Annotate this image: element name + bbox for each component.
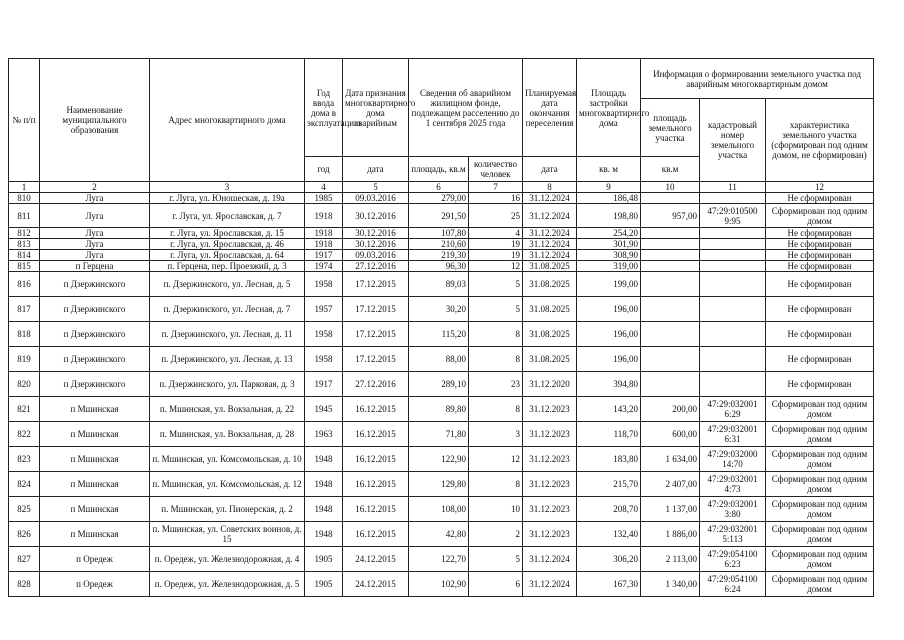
col-number: 7 (469, 182, 523, 193)
table-row (9, 272, 874, 297)
building-area-cell: 143,20 (577, 397, 641, 422)
address-cell: г. Луга, ул. Ярославская, д. 64 (150, 250, 305, 261)
year-cell: 1918 (305, 228, 343, 239)
land-area-cell: 1 886,00 (641, 522, 700, 547)
land-area-cell (641, 261, 700, 272)
land-status-cell: Не сформирован (766, 272, 874, 297)
cadastral-cell: 47:29:010500 9:95 (700, 204, 766, 228)
area-cell: 291,50 (409, 204, 469, 228)
row-number: 828 (9, 572, 40, 597)
address-cell: п. Мшинская, ул. Вокзальная, д. 28 (150, 422, 305, 447)
year-cell: 1958 (305, 322, 343, 347)
year-cell: 1905 (305, 572, 343, 597)
header-municipality: Наименование муниципального образования (40, 59, 150, 182)
area-cell: 71,80 (409, 422, 469, 447)
date-cell: 16.12.2015 (343, 472, 409, 497)
header-land-status: характеристика земельного участка (сформирован под одним домом, не сформирован) (766, 99, 874, 182)
table-row (9, 447, 874, 472)
header-planned-end: Планируемая дата окончания переселения (523, 59, 577, 157)
date-cell: 09.03.2016 (343, 250, 409, 261)
planned-date-cell: 31.08.2025 (523, 322, 577, 347)
people-cell: 25 (469, 204, 523, 228)
planned-date-cell: 31.12.2024 (523, 239, 577, 250)
row-number: 815 (9, 261, 40, 272)
cadastral-cell (700, 239, 766, 250)
building-area-cell: 196,00 (577, 297, 641, 322)
table-row (9, 228, 874, 239)
cadastral-cell: 47:29:032000 14:70 (700, 447, 766, 472)
building-area-cell: 199,00 (577, 272, 641, 297)
cadastral-cell: 47:29:054100 6:24 (700, 572, 766, 597)
municipality-cell: п Оредеж (40, 572, 150, 597)
land-status-cell: Сформирован под одним домом (766, 397, 874, 422)
table-row (9, 497, 874, 522)
col-number: 9 (577, 182, 641, 193)
people-cell: 5 (469, 297, 523, 322)
area-cell: 42,80 (409, 522, 469, 547)
building-area-cell: 208,70 (577, 497, 641, 522)
land-status-cell: Не сформирован (766, 250, 874, 261)
table-row (9, 572, 874, 597)
area-cell: 108,00 (409, 497, 469, 522)
municipality-cell: п Герцена (40, 261, 150, 272)
address-cell: п. Дзержинского, ул. Лесная, д. 11 (150, 322, 305, 347)
cadastral-cell (700, 193, 766, 204)
land-area-cell (641, 272, 700, 297)
date-cell: 24.12.2015 (343, 547, 409, 572)
unit-date2: дата (523, 157, 577, 182)
date-cell: 27.12.2016 (343, 261, 409, 272)
date-cell: 16.12.2015 (343, 497, 409, 522)
address-cell: п. Герцена, пер. Проезжий, д. 3 (150, 261, 305, 272)
area-cell: 129,80 (409, 472, 469, 497)
table-row (9, 297, 874, 322)
cadastral-cell: 47:29:054100 6:23 (700, 547, 766, 572)
date-cell: 16.12.2015 (343, 447, 409, 472)
people-cell: 12 (469, 447, 523, 472)
land-area-cell: 200,00 (641, 397, 700, 422)
municipality-cell: п Оредеж (40, 547, 150, 572)
building-area-cell: 301,90 (577, 239, 641, 250)
area-cell: 96,30 (409, 261, 469, 272)
planned-date-cell: 31.12.2020 (523, 372, 577, 397)
area-cell: 115,20 (409, 322, 469, 347)
header-land-area: площадь земельного участка (641, 99, 700, 157)
date-cell: 30.12.2016 (343, 239, 409, 250)
planned-date-cell: 31.08.2025 (523, 297, 577, 322)
land-status-cell: Сформирован под одним домом (766, 497, 874, 522)
col-number: 10 (641, 182, 700, 193)
municipality-cell: п Дзержинского (40, 347, 150, 372)
land-area-cell: 2 407,00 (641, 472, 700, 497)
col-number: 2 (40, 182, 150, 193)
year-cell: 1945 (305, 397, 343, 422)
cadastral-cell (700, 272, 766, 297)
planned-date-cell: 31.12.2023 (523, 397, 577, 422)
building-area-cell: 132,40 (577, 522, 641, 547)
table-row (9, 204, 874, 228)
land-status-cell: Сформирован под одним домом (766, 422, 874, 447)
row-number: 823 (9, 447, 40, 472)
building-area-cell: 186,48 (577, 193, 641, 204)
land-area-cell (641, 250, 700, 261)
col-number: 12 (766, 182, 874, 193)
header-emergency-info: Сведения об аварийном жилищном фонде, подлежащем расселению до 1 сентября 2025 года (409, 59, 523, 157)
unit-sqm: кв. м (577, 157, 641, 182)
land-status-cell: Сформирован под одним домом (766, 472, 874, 497)
municipality-cell: Луга (40, 228, 150, 239)
planned-date-cell: 31.12.2024 (523, 547, 577, 572)
table-row (9, 347, 874, 372)
land-status-cell: Не сформирован (766, 228, 874, 239)
area-cell: 89,03 (409, 272, 469, 297)
row-number: 824 (9, 472, 40, 497)
planned-date-cell: 31.08.2025 (523, 347, 577, 372)
area-cell: 289,10 (409, 372, 469, 397)
land-area-cell (641, 228, 700, 239)
municipality-cell: п Мшинская (40, 447, 150, 472)
address-cell: г. Луга, ул. Ярославская, д. 15 (150, 228, 305, 239)
land-area-cell: 1 137,00 (641, 497, 700, 522)
land-status-cell: Не сформирован (766, 239, 874, 250)
building-area-cell: 167,30 (577, 572, 641, 597)
land-status-cell: Сформирован под одним домом (766, 572, 874, 597)
cadastral-cell: 47:29:032001 6:29 (700, 397, 766, 422)
year-cell: 1918 (305, 239, 343, 250)
year-cell: 1917 (305, 372, 343, 397)
land-status-cell: Не сформирован (766, 297, 874, 322)
date-cell: 16.12.2015 (343, 397, 409, 422)
row-number: 818 (9, 322, 40, 347)
col-number: 3 (150, 182, 305, 193)
year-cell: 1958 (305, 347, 343, 372)
planned-date-cell: 31.12.2023 (523, 497, 577, 522)
address-cell: п. Мшинская, ул. Пионерская, д. 2 (150, 497, 305, 522)
municipality-cell: п Дзержинского (40, 272, 150, 297)
header-date-recognized: Дата признания многоквартирного дома аварийным (343, 59, 409, 157)
building-area-cell: 306,20 (577, 547, 641, 572)
cadastral-cell (700, 261, 766, 272)
cadastral-cell (700, 297, 766, 322)
date-cell: 24.12.2015 (343, 572, 409, 597)
header-building-area: Площадь застройки многоквартирного дома (577, 59, 641, 157)
land-area-cell: 1 634,00 (641, 447, 700, 472)
table-row (9, 322, 874, 347)
land-area-cell: 600,00 (641, 422, 700, 447)
address-cell: п. Мшинская, ул. Комсомольская, д. 10 (150, 447, 305, 472)
date-cell: 17.12.2015 (343, 322, 409, 347)
planned-date-cell: 31.12.2024 (523, 193, 577, 204)
area-cell: 89,80 (409, 397, 469, 422)
municipality-cell: п Мшинская (40, 472, 150, 497)
cadastral-cell: 47:29:032001 5:113 (700, 522, 766, 547)
row-number: 822 (9, 422, 40, 447)
address-cell: п. Дзержинского, ул. Лесная, д. 7 (150, 297, 305, 322)
address-cell: п. Дзержинского, ул. Лесная, д. 13 (150, 347, 305, 372)
year-cell: 1985 (305, 193, 343, 204)
land-status-cell: Сформирован под одним домом (766, 447, 874, 472)
cadastral-cell (700, 347, 766, 372)
planned-date-cell: 31.08.2025 (523, 272, 577, 297)
building-area-cell: 319,00 (577, 261, 641, 272)
unit-sqm2: кв.м (641, 157, 700, 182)
land-area-cell: 2 113,00 (641, 547, 700, 572)
row-number: 816 (9, 272, 40, 297)
row-number: 820 (9, 372, 40, 397)
row-number: 814 (9, 250, 40, 261)
municipality-cell: п Мшинская (40, 522, 150, 547)
area-cell: 279,00 (409, 193, 469, 204)
people-cell: 19 (469, 250, 523, 261)
land-status-cell: Не сформирован (766, 347, 874, 372)
area-cell: 122,90 (409, 447, 469, 472)
date-cell: 30.12.2016 (343, 204, 409, 228)
housing-register-table (8, 58, 874, 597)
people-cell: 2 (469, 522, 523, 547)
people-cell: 8 (469, 322, 523, 347)
cadastral-cell (700, 250, 766, 261)
date-cell: 16.12.2015 (343, 422, 409, 447)
address-cell: г. Луга, ул. Ярославская, д. 46 (150, 239, 305, 250)
year-cell: 1963 (305, 422, 343, 447)
people-cell: 8 (469, 472, 523, 497)
address-cell: п. Оредеж, ул. Железнодорожная, д. 4 (150, 547, 305, 572)
address-cell: п. Дзержинского, ул. Лесная, д. 5 (150, 272, 305, 297)
municipality-cell: п Мшинская (40, 497, 150, 522)
people-cell: 8 (469, 347, 523, 372)
year-cell: 1948 (305, 522, 343, 547)
people-cell: 16 (469, 193, 523, 204)
people-cell: 12 (469, 261, 523, 272)
row-number: 821 (9, 397, 40, 422)
building-area-cell: 254,20 (577, 228, 641, 239)
table-row (9, 397, 874, 422)
cadastral-cell: 47:29:032001 3:80 (700, 497, 766, 522)
row-number: 817 (9, 297, 40, 322)
building-area-cell: 198,80 (577, 204, 641, 228)
address-cell: п. Дзержинского, ул. Парковая, д. 3 (150, 372, 305, 397)
people-cell: 5 (469, 272, 523, 297)
header-address: Адрес многоквартирного дома (150, 59, 305, 182)
building-area-cell: 196,00 (577, 347, 641, 372)
row-number: 819 (9, 347, 40, 372)
col-number: 6 (409, 182, 469, 193)
land-area-cell (641, 239, 700, 250)
column-number-row (9, 182, 874, 193)
municipality-cell: п Дзержинского (40, 372, 150, 397)
row-number: 813 (9, 239, 40, 250)
land-status-cell: Не сформирован (766, 372, 874, 397)
planned-date-cell: 31.12.2024 (523, 572, 577, 597)
building-area-cell: 118,70 (577, 422, 641, 447)
land-area-cell (641, 297, 700, 322)
year-cell: 1905 (305, 547, 343, 572)
planned-date-cell: 31.08.2025 (523, 261, 577, 272)
year-cell: 1958 (305, 272, 343, 297)
header-cadastral: кадастровый номер земельного участка (700, 99, 766, 182)
table-row (9, 472, 874, 497)
table-row (9, 547, 874, 572)
year-cell: 1917 (305, 250, 343, 261)
header-land-info: Информация о формировании земельного участка под аварийным многоквартирным домом (641, 59, 874, 99)
people-cell: 4 (469, 228, 523, 239)
row-number: 825 (9, 497, 40, 522)
table-row (9, 250, 874, 261)
municipality-cell: п Дзержинского (40, 322, 150, 347)
table-row (9, 261, 874, 272)
people-cell: 6 (469, 572, 523, 597)
people-cell: 10 (469, 497, 523, 522)
building-area-cell: 308,90 (577, 250, 641, 261)
row-number: 810 (9, 193, 40, 204)
address-cell: г. Луга, ул. Юношеская, д. 19а (150, 193, 305, 204)
date-cell: 09.03.2016 (343, 193, 409, 204)
date-cell: 16.12.2015 (343, 522, 409, 547)
col-number: 11 (700, 182, 766, 193)
cadastral-cell: 47:29:032001 4:73 (700, 472, 766, 497)
municipality-cell: п Дзержинского (40, 297, 150, 322)
table-row (9, 239, 874, 250)
land-status-cell: Сформирован под одним домом (766, 547, 874, 572)
address-cell: п. Мшинская, ул. Советских воинов, д. 15 (150, 522, 305, 547)
date-cell: 17.12.2015 (343, 347, 409, 372)
municipality-cell: Луга (40, 250, 150, 261)
cadastral-cell (700, 228, 766, 239)
row-number: 826 (9, 522, 40, 547)
year-cell: 1918 (305, 204, 343, 228)
land-status-cell: Не сформирован (766, 261, 874, 272)
table-row (9, 372, 874, 397)
year-cell: 1948 (305, 447, 343, 472)
year-cell: 1948 (305, 497, 343, 522)
table-row (9, 193, 874, 204)
municipality-cell: Луга (40, 204, 150, 228)
municipality-cell: Луга (40, 239, 150, 250)
address-cell: г. Луга, ул. Ярославская, д. 7 (150, 204, 305, 228)
date-cell: 27.12.2016 (343, 372, 409, 397)
unit-date: дата (343, 157, 409, 182)
area-cell: 107,80 (409, 228, 469, 239)
col-number: 5 (343, 182, 409, 193)
land-area-cell (641, 347, 700, 372)
cadastral-cell (700, 322, 766, 347)
address-cell: п. Мшинская, ул. Комсомольская, д. 12 (150, 472, 305, 497)
header-year-built: Год ввода дома в эксплуатацию (305, 59, 343, 157)
date-cell: 17.12.2015 (343, 297, 409, 322)
col-number: 8 (523, 182, 577, 193)
land-area-cell: 1 340,00 (641, 572, 700, 597)
planned-date-cell: 31.12.2023 (523, 522, 577, 547)
address-cell: п. Мшинская, ул. Вокзальная, д. 22 (150, 397, 305, 422)
year-cell: 1974 (305, 261, 343, 272)
land-area-cell (641, 372, 700, 397)
land-area-cell (641, 322, 700, 347)
unit-people: количество человек (469, 157, 523, 182)
planned-date-cell: 31.12.2023 (523, 447, 577, 472)
building-area-cell: 215,70 (577, 472, 641, 497)
planned-date-cell: 31.12.2024 (523, 204, 577, 228)
row-number: 827 (9, 547, 40, 572)
header-num: № п/п (9, 59, 40, 182)
row-number: 812 (9, 228, 40, 239)
year-cell: 1957 (305, 297, 343, 322)
land-status-cell: Не сформирован (766, 193, 874, 204)
area-cell: 102,90 (409, 572, 469, 597)
people-cell: 8 (469, 397, 523, 422)
municipality-cell: п Мшинская (40, 422, 150, 447)
building-area-cell: 196,00 (577, 322, 641, 347)
area-cell: 30,20 (409, 297, 469, 322)
col-number: 1 (9, 182, 40, 193)
row-number: 811 (9, 204, 40, 228)
land-status-cell: Не сформирован (766, 322, 874, 347)
land-area-cell (641, 193, 700, 204)
people-cell: 5 (469, 547, 523, 572)
unit-area: площадь, кв.м (409, 157, 469, 182)
cadastral-cell: 47:29:032001 6:31 (700, 422, 766, 447)
building-area-cell: 183,80 (577, 447, 641, 472)
year-cell: 1948 (305, 472, 343, 497)
unit-year: год (305, 157, 343, 182)
planned-date-cell: 31.12.2023 (523, 472, 577, 497)
planned-date-cell: 31.12.2023 (523, 422, 577, 447)
table-row (9, 522, 874, 547)
municipality-cell: Луга (40, 193, 150, 204)
area-cell: 88,00 (409, 347, 469, 372)
area-cell: 122,70 (409, 547, 469, 572)
planned-date-cell: 31.12.2024 (523, 250, 577, 261)
building-area-cell: 394,80 (577, 372, 641, 397)
people-cell: 19 (469, 239, 523, 250)
land-status-cell: Сформирован под одним домом (766, 204, 874, 228)
people-cell: 23 (469, 372, 523, 397)
date-cell: 30.12.2016 (343, 228, 409, 239)
people-cell: 3 (469, 422, 523, 447)
col-number: 4 (305, 182, 343, 193)
address-cell: п. Оредеж, ул. Железнодорожная, д. 5 (150, 572, 305, 597)
area-cell: 210,60 (409, 239, 469, 250)
area-cell: 219,30 (409, 250, 469, 261)
land-area-cell: 957,00 (641, 204, 700, 228)
cadastral-cell (700, 372, 766, 397)
municipality-cell: п Мшинская (40, 397, 150, 422)
table-row (9, 422, 874, 447)
date-cell: 17.12.2015 (343, 272, 409, 297)
land-status-cell: Сформирован под одним домом (766, 522, 874, 547)
planned-date-cell: 31.12.2024 (523, 228, 577, 239)
